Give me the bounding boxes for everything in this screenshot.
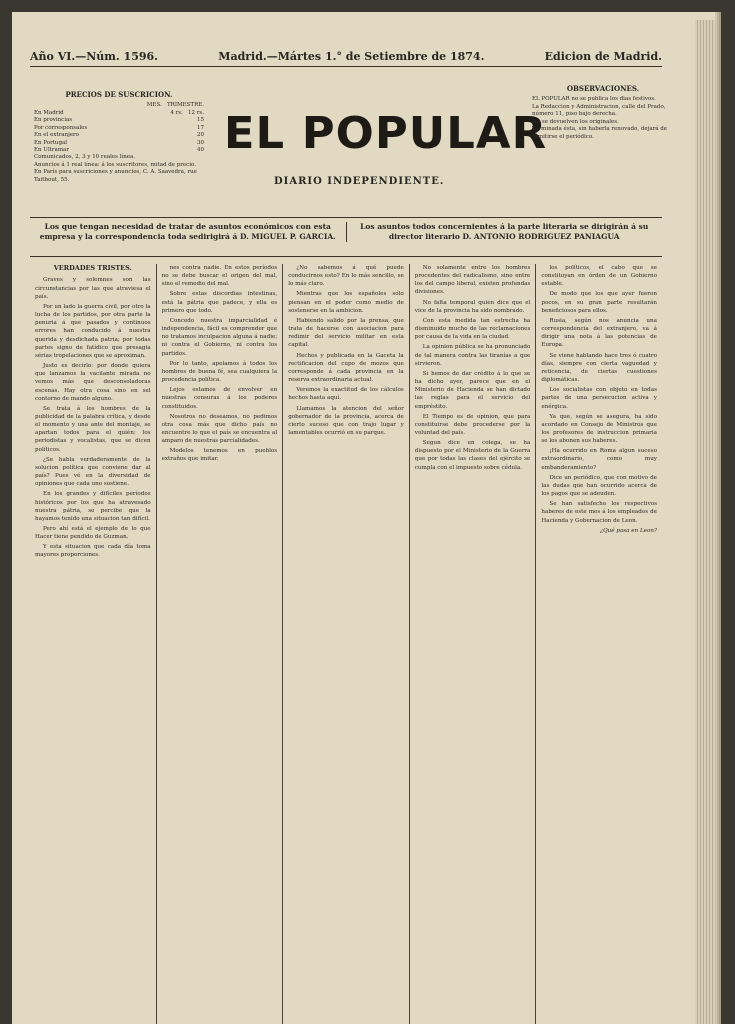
subscription-row: En Portugal 30	[34, 139, 204, 146]
paragraph: Habiendo salido por la prensa, que trata de hacerse con asociacion para redimir del servicio militar en esta capital.	[288, 317, 404, 349]
paragraph: los políticos, el cabo que se constituyan en órden de un Gobierno estable.	[541, 265, 657, 288]
paragraph: No solamente entre los hombres procedentes del radicalismo, sino entre los del campo liberal, existen profundas divisiones.	[414, 265, 531, 296]
paragraph: Y esta situacion que cada día toma mayores proporciones.	[35, 544, 151, 559]
observation-item: La Redaccion y Administracion, calle del Prado, número 11, piso bajo derecha.	[532, 103, 666, 118]
notice-bottom-rule	[30, 256, 662, 257]
paragraph: Con esta medida tan estrecha ha disminuido mucho de las reclamaciones por causa de la vida en la ciudad.	[414, 317, 531, 341]
subscription-row: Por corresponsales 17	[34, 124, 204, 131]
observation-item: No se devuelven los originales.	[532, 118, 619, 125]
paragraph: El Tiempo es de opinion, que para constituirse debe procederse por la voluntad del país.	[414, 413, 531, 436]
observations-box	[532, 84, 674, 141]
subscription-title: PRECIOS DE SUSCRICION.	[65, 90, 173, 99]
article-heading: VERDADES TRISTES.	[53, 264, 132, 272]
notices	[30, 222, 662, 242]
subscription-note: Anuncios á 1 real línea: á los suscritores, mitad de precio.	[34, 161, 196, 168]
subscription-row: En el extranjero 20	[34, 132, 204, 139]
column-3	[282, 264, 409, 1024]
paragraph: ¿No sabemos á qué puede conducirnos esto? En lo más sencillo, se lo más claro.	[288, 265, 404, 288]
paragraph: Por un lado la guerra civil, por otro la lucha de los partidos, por otra parte la penuria á que pasados y continuos errores han conducido á nuestra querida y desdichada patria; por todas partes signo de fatídico que presagia sérias tropelaciones que se aproximan.	[35, 303, 151, 359]
paragraph: Por lo tanto, apelamos á todos los hombres de buena fé, sea cualquiera la procedencia política.	[161, 360, 278, 384]
paragraph: Graves y solemnes son las circunstancias por las que atraviesa el país.	[35, 277, 151, 300]
paragraph: ¡Ha ocurrido en Roma algun suceso extraordinario, como muy embanderamiento?	[541, 448, 657, 471]
paragraph: Nosotros no deseamos, no pedimos otra cosa más que dicho país no encuentre lo que el país se encuentra al amparo de nuestras parcialidades.	[161, 413, 278, 445]
paragraph: nes contra nadie. En estos períodos no se debe buscar el origen del mal, sino el remedio del mal.	[161, 265, 278, 288]
masthead-title: EL POPULAR	[223, 108, 548, 159]
paragraph: Modelos tenemos en pueblos extraños que imitar.	[161, 448, 278, 463]
paragraph: Ya que, según se asegura, ha sido acordado en Consejo de Ministros que los profesores de instruccion primaria se les abonen sus haberes.	[541, 413, 657, 445]
paragraph: Hechos y publicada en la Gaceta la rectificacion del cupo de mozos que corresponde á cada provincia en la reserva extraordinaria actual.	[288, 352, 404, 384]
subscription-col-headers: MES. TRIMESTRE.	[146, 102, 204, 109]
paragraph: Justo es decirlo: por donde quiera que lanzamos la vacilante mirada no vemos más que desconsoladoras escenas. Hay otra cosa sino en sel contorno de mando alguno.	[35, 363, 151, 402]
paragraph: ¿Se habla verdaderamente de la solucion política que conviene dar al país? Pues vé en la diversidad de opiniones que cada uno sostiene.	[35, 456, 151, 488]
paragraph: Si hemos de dar crédito á lo que se ha dicho ayer, parece que en el Ministerio de Hacienda se han dictado las reglas para el servicio del empréstito.	[414, 370, 531, 410]
header-rule	[30, 66, 662, 67]
closing-line: ¿Qué pasa en Leon?	[600, 527, 657, 534]
newspaper-page	[12, 12, 715, 1024]
paragraph: En los grandes y difíciles períodos históricos por los que ha atravesado nuestra pátria, se percibe que la hayamos tenido una situacion tan difícil.	[35, 491, 151, 522]
paragraph: De modo que los que ayer fueron pocos, en su gran parte resultarán beneficiosos para ellos.	[541, 291, 657, 314]
paragraph: Se viene hablando hace tres ó cuatro días, siempre con cierta vaguedad y reticencia, de ciertas cuestiones diplomáticas.	[541, 352, 657, 384]
notice-literary: Los asuntos todos concernientes á la parte literaria se dirigirán á su director literario D. ANTONIO RODRIGUEZ PANIAGUA	[346, 222, 663, 242]
year-number: Año VI.—Núm. 1596.	[30, 50, 159, 63]
masthead-subtitle: DIARIO INDEPENDIENTE.	[274, 176, 445, 187]
paragraph: Se han satisfecho los respectivos haberes de este mes á los empleados de Hacienda y Gobernacion de Leon.	[541, 501, 657, 524]
column-5	[535, 264, 662, 1024]
paragraph: Los socialistas con objeto en todas partes de una persecucion activa y enérgica.	[541, 387, 657, 410]
paragraph: La opinion pública se ha pronunciado de tal manera contra las tiranías a que sirvieron.	[414, 344, 531, 367]
paragraph: Segun dice un colega, se ha dispuesto por el Ministerio de la Guerra que por todas las clases del ejército se cumpla con el impuesto sobre cédula.	[414, 440, 531, 471]
article-columns	[30, 264, 662, 1024]
subscription-note: Comunicados, 2, 3 y 10 reales línea.	[34, 154, 136, 161]
subscription-row: En provincias 15	[34, 117, 204, 124]
column-1	[30, 264, 156, 1024]
subscription-row: En Ultramar 40	[34, 146, 204, 153]
column-4	[409, 264, 536, 1024]
subscription-row: En Madrid 4 rs. 12 rs.	[34, 109, 204, 116]
observation-item: Terminada ésta, sin haberla renovado, dejará de remitirse el periódico.	[532, 126, 668, 140]
observation-item: EL POPULAR no se publica los dias festivos.	[532, 96, 656, 103]
paragraph: Concedo nuestra imparcialidad é independencia, fácil es comprender que no tratamos inculpacion alguna á nadie; ni contra el Gobierno, ni contra los partidos.	[161, 317, 278, 357]
paragraph: Veremos la exactitud de los cálculos hechos hasta aquí.	[288, 387, 404, 402]
paragraph: Lejos estamos de envolver en nuestras censuras á los poderes constituidos.	[161, 387, 278, 410]
paragraph: Se trata á los hombres de la publicidad de la palabra crítica, y desde el momento y una ante del montaje, se apartan todos para el quién: los periodistas y vocalistas, que se dicen políticos.	[35, 405, 151, 453]
header-line	[30, 50, 662, 63]
notice-economic: Los que tengan necesidad de tratar de asuntos económicos con esta empresa y la correspondencia toda sedirigirá á D. MIGUEL P. GARCIA.	[39, 222, 336, 242]
notice-top-rule	[30, 217, 662, 218]
paragraph: Sobre estas discordias intestinas, está la pátria que padece, y ella es primero que todo.	[161, 291, 278, 314]
paragraph: Pero ahí está el ejemplo de lo que Hacer tiene pendido de Guzman.	[35, 526, 151, 541]
paragraph: Rusia, según nos anuncia una correspondencia del extranjero, va á dirigir una nota á las potencias de Europa.	[541, 317, 657, 349]
paragraph: Dice un periódico, que con motivo de las dudas que han ocurrido acerca de los pagos que se adeuden.	[541, 474, 657, 498]
edition-label: Edicion de Madrid.	[544, 50, 662, 63]
column-2	[156, 264, 283, 1024]
paragraph: Llamamos la atencion del señor gobernador de la provincia, acerca de cierto suceso que con trajo lugar y lamentables ocurrió en su parque.	[288, 405, 404, 436]
observations-title: OBSERVACIONES.	[566, 84, 640, 93]
subscription-note: En París para suscriciones y anuncios, C. A. Saavedra, rue Taitbout, 55.	[34, 169, 197, 183]
paragraph: No falta temporal quien dice que el vice de la provincia ha sido nombrado.	[414, 299, 531, 314]
page-edge-stack	[695, 20, 715, 1024]
date-line: Madrid.—Mártes 1.° de Setiembre de 1874.	[218, 50, 485, 63]
paragraph: Mientras que los españoles sólo piensan en el poder como medio de sostenerse en la ambicion.	[288, 291, 404, 314]
subscription-box	[34, 90, 204, 184]
